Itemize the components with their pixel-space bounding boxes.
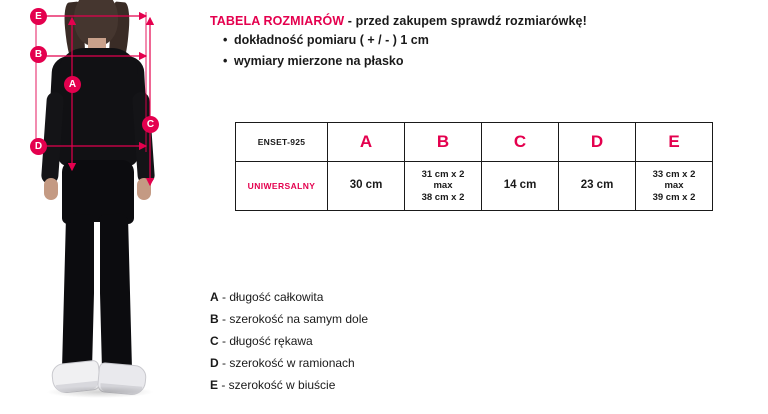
cell-measure-b-line2: max <box>433 180 453 192</box>
legend-text-a: - długość całkowita <box>218 290 324 304</box>
cell-measure-b-line1: 31 cm x 2 <box>421 169 465 181</box>
size-chart-content <box>205 0 768 414</box>
measurement-notes-list <box>223 33 429 75</box>
cell-measure-e-line1: 33 cm x 2 <box>652 169 696 181</box>
marker-e: E <box>30 8 47 25</box>
page-title-dark: - przed zakupem sprawdź rozmiarówkę! <box>344 14 587 28</box>
cell-measure-c: 14 cm <box>482 162 559 211</box>
legend-item-e <box>210 378 368 392</box>
legend-text-b: - szerokość na samym dole <box>218 312 369 326</box>
cell-size-name: UNIWERSALNY <box>236 162 328 211</box>
legend-item-c <box>210 334 368 348</box>
note-item-flat: • wymiary mierzone na płasko <box>223 54 429 68</box>
legend-key-a: A <box>210 290 219 304</box>
table-header-d: D <box>559 123 636 162</box>
cell-measure-b <box>405 162 482 211</box>
product-photo-pane <box>0 0 200 414</box>
table-header-code: ENSET-925 <box>236 123 328 162</box>
cell-measure-e-line3: 39 cm x 2 <box>652 191 696 203</box>
legend-key-d: D <box>210 356 219 370</box>
size-table-body <box>236 162 713 211</box>
page-title <box>210 14 587 28</box>
table-header-b: B <box>405 123 482 162</box>
marker-a: A <box>64 76 81 93</box>
cell-measure-e-line2: max <box>664 180 684 192</box>
size-table-head <box>236 123 713 162</box>
table-header-e: E <box>636 123 713 162</box>
marker-b: B <box>30 46 47 63</box>
marker-d: D <box>30 138 47 155</box>
legend-item-b <box>210 312 368 326</box>
legend-text-d: - szerokość w ramionach <box>218 356 355 370</box>
page-title-red: TABELA ROZMIARÓW <box>210 14 345 28</box>
legend-text-c: - długość rękawa <box>218 334 313 348</box>
legend-item-d <box>210 356 368 370</box>
table-header-a: A <box>328 123 405 162</box>
table-header-c: C <box>482 123 559 162</box>
cell-measure-b-line3: 38 cm x 2 <box>421 191 465 203</box>
measurement-overlay <box>0 0 200 414</box>
measurement-legend <box>210 290 368 400</box>
cell-measure-e <box>636 162 713 211</box>
table-header-row <box>236 123 713 162</box>
legend-item-a <box>210 290 368 304</box>
table-row <box>236 162 713 211</box>
note-item-accuracy: • dokładność pomiaru ( + / - ) 1 cm <box>223 33 429 47</box>
legend-key-c: C <box>210 334 219 348</box>
size-table <box>235 122 713 211</box>
legend-key-e: E <box>210 378 219 392</box>
legend-key-b: B <box>210 312 219 326</box>
marker-c: C <box>142 116 159 133</box>
cell-measure-a: 30 cm <box>328 162 405 211</box>
cell-measure-d: 23 cm <box>559 162 636 211</box>
legend-text-e: - szerokość w biuście <box>218 378 336 392</box>
